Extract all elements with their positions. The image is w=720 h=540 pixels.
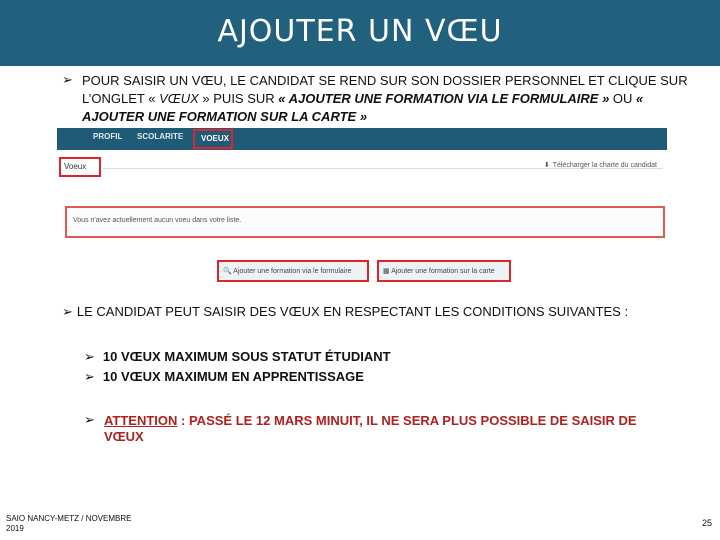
warning-label: ATTENTION (104, 413, 178, 428)
add-via-map-label: Ajouter une formation sur la carte (391, 268, 495, 275)
arrow-bullet-icon: ➢ (62, 73, 73, 88)
arrow-bullet-icon: ➢ (84, 413, 95, 428)
list-item (84, 369, 364, 385)
intro-part1: POUR SAISIR UN VŒU, LE CANDIDAT SE REND SUR SON DOSSIER PERSONNEL ET CLIQUE SUR L’ONGLET « (82, 73, 688, 106)
download-icon: ⬇ (543, 162, 550, 169)
list-item (84, 349, 391, 365)
condition-text: 10 VŒUX MAXIMUM SOUS STATUT ÉTUDIANT (102, 349, 391, 364)
condition-text: 10 VŒUX MAXIMUM EN APPRENTISSAGE (102, 369, 364, 384)
title-bar (0, 0, 720, 66)
download-charte-link[interactable] (544, 161, 657, 169)
intro-part3: » PUIS SUR (198, 91, 279, 106)
arrow-bullet-icon: ➢ (62, 305, 73, 320)
conditions-intro-text: LE CANDIDAT PEUT SAISIR DES VŒUX EN RESPECTANT LES CONDITIONS SUIVANTES : (76, 304, 629, 319)
download-charte-label: Télécharger la charte du candidat (552, 162, 657, 169)
voeux-section-label: Voeux (59, 157, 101, 177)
footer-line2: 2019 (6, 524, 24, 533)
footer (6, 514, 132, 534)
embedded-screenshot (57, 128, 667, 291)
conditions-intro (62, 304, 628, 320)
intro-tab-name: VŒUX (159, 91, 199, 106)
tab-scolarite[interactable]: SCOLARITE (137, 132, 184, 141)
arrow-bullet-icon: ➢ (84, 350, 95, 365)
add-via-map-button[interactable] (377, 260, 511, 282)
footer-line1: SAIO NANCY-METZ / NOVEMBRE (6, 514, 132, 523)
empty-list-message: Vous n'avez actuellement aucun voeu dans votre liste. (65, 206, 665, 238)
warning-text (104, 413, 664, 445)
page-number: 25 (701, 518, 712, 528)
warning-body: : PASSÉ LE 12 MARS MINUIT, IL NE SERA PLUS POSSIBLE DE SAISIR DE VŒUX (104, 413, 637, 444)
tab-profil[interactable]: PROFIL (93, 132, 123, 141)
tab-voeux[interactable]: VOEUX (193, 129, 233, 149)
map-icon: ▦ (383, 268, 390, 275)
slide-title: AJOUTER UN VŒU (217, 14, 503, 49)
arrow-bullet-icon: ➢ (84, 370, 95, 385)
intro-option-formulaire: « AJOUTER UNE FORMATION VIA LE FORMULAIRE » (278, 91, 610, 106)
intro-part5: OU (609, 91, 637, 106)
tab-bar (57, 128, 667, 150)
add-via-form-button[interactable] (217, 260, 369, 282)
intro-text (82, 72, 702, 126)
add-via-form-label: Ajouter une formation via le formulaire (233, 268, 352, 275)
search-icon: 🔍 (223, 268, 232, 275)
intro-option-carte: « AJOUTER UNE FORMATION SUR LA CARTE » (82, 91, 644, 124)
